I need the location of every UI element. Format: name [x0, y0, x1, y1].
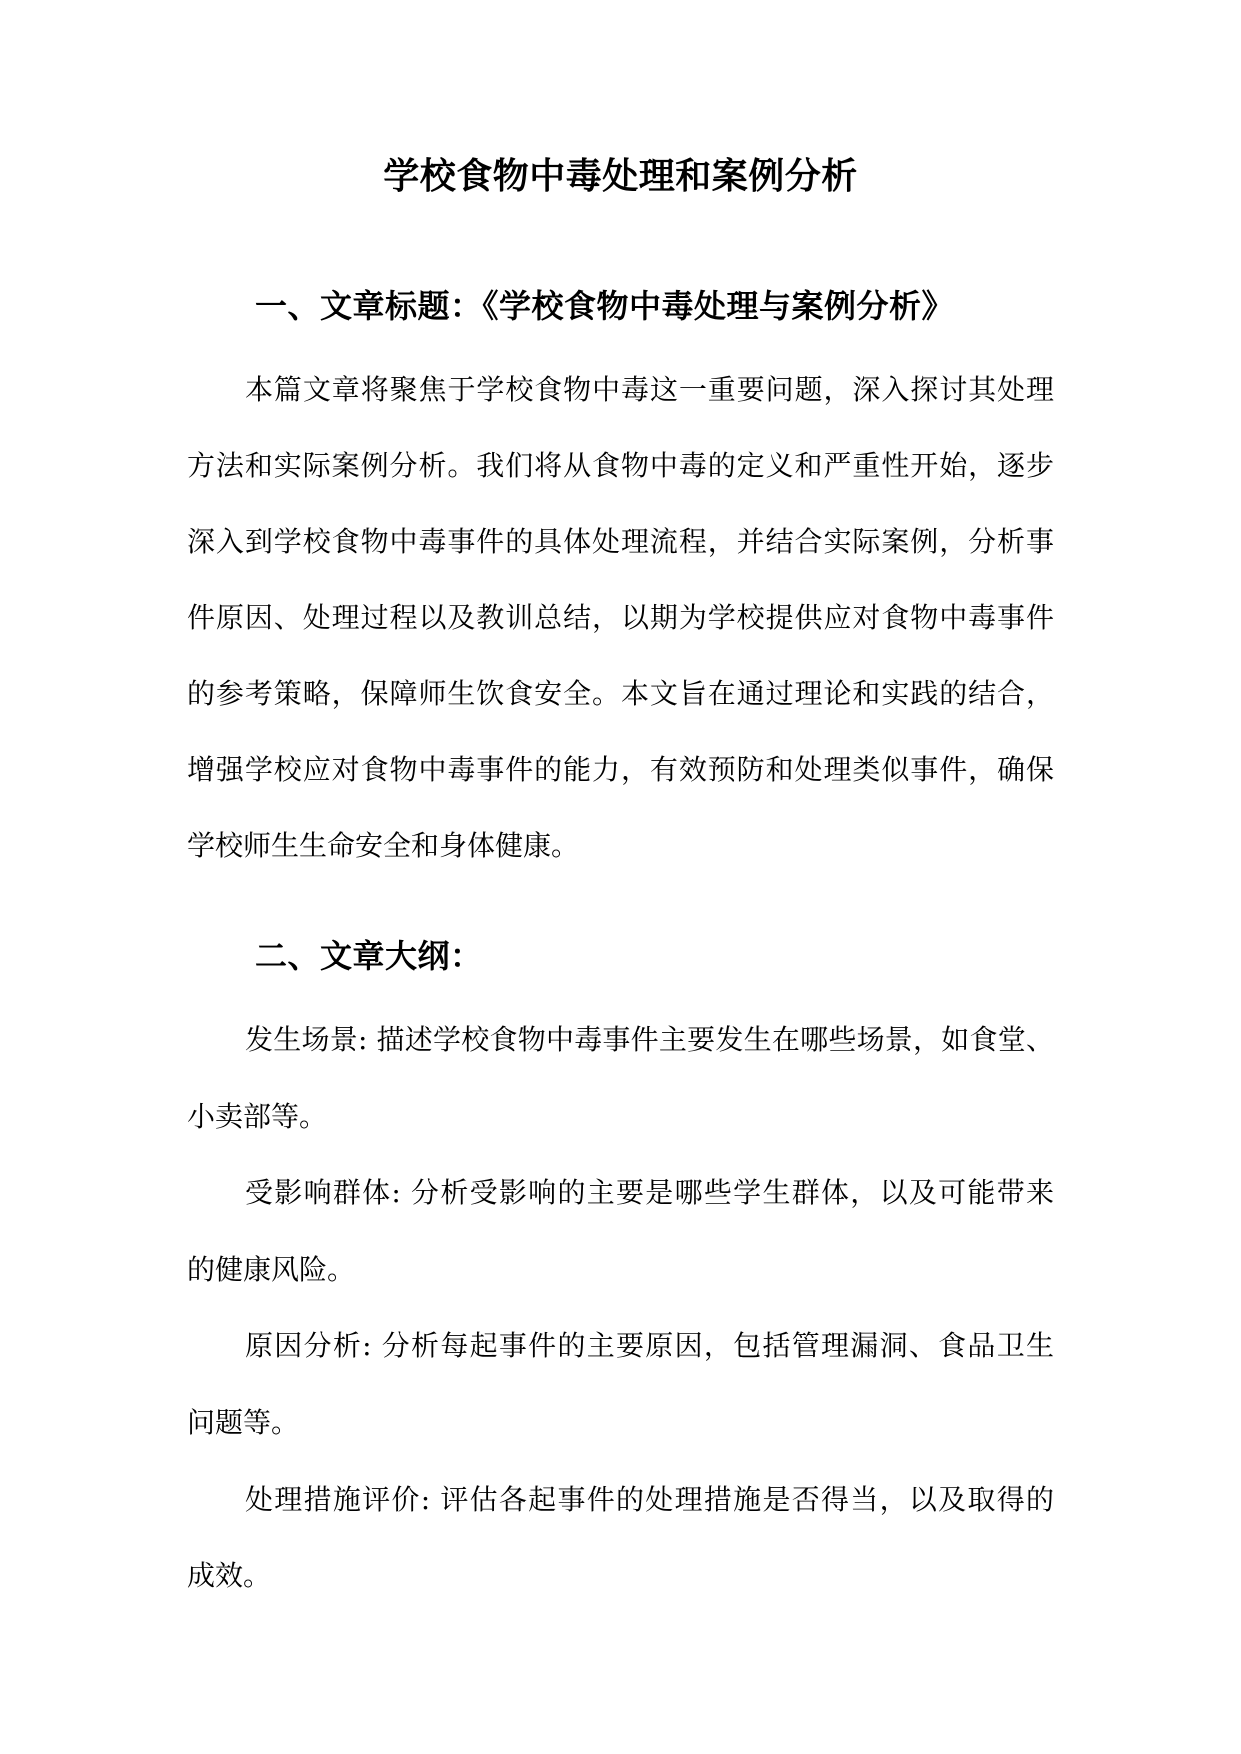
document-title: 学校食物中毒处理和案例分析: [383, 156, 858, 197]
paragraph-line: 的参考策略，保障师生饮食安全。本文旨在通过理论和实践的结合，: [187, 677, 1054, 710]
paragraph-line: 件原因、处理过程以及教训总结，以期为学校提供应对食物中毒事件: [187, 601, 1054, 634]
outline-item-cause-analysis: [187, 1308, 1054, 1461]
paragraph-line: 深入到学校食物中毒事件的具体处理流程，并结合实际案例，分析事: [187, 525, 1054, 558]
outline-item-scene: [187, 1002, 1054, 1155]
outline-line: 成效。: [187, 1559, 272, 1593]
body-paragraph: [187, 352, 1054, 884]
outline-line: 原因分析: 分析每起事件的主要原因，包括管理漏洞、食品卫生: [245, 1329, 1054, 1363]
paragraph-line: 增强学校应对食物中毒事件的能力，有效预防和处理类似事件，确保: [187, 753, 1054, 786]
outline-line: 的健康风险。: [187, 1252, 356, 1286]
section-heading: 二、文章大纲：: [255, 937, 483, 975]
outline-item-measure-evaluation: [187, 1462, 1054, 1615]
outline-list: [187, 1002, 1054, 1615]
outline-item-affected-groups: [187, 1155, 1054, 1308]
outline-line: 受影响群体: 分析受影响的主要是哪些学生群体，以及可能带来: [245, 1176, 1054, 1210]
outline-line: 处理措施评价: 评估各起事件的处理措施是否得当，以及取得的: [245, 1482, 1054, 1516]
paragraph-line: 学校师生生命安全和身体健康。: [187, 829, 580, 862]
section-heading: 一、文章标题：《学校食物中毒处理与案例分析》: [255, 287, 955, 325]
outline-line: 发生场景: 描述学校食物中毒事件主要发生在哪些场景，如食堂、: [245, 1023, 1054, 1056]
paragraph-line: 本篇文章将聚焦于学校食物中毒这一重要问题，深入探讨其处理: [245, 373, 1054, 406]
outline-line: 小卖部等。: [187, 1099, 328, 1133]
paragraph-line: 方法和实际案例分析。我们将从食物中毒的定义和严重性开始，逐步: [187, 449, 1054, 482]
outline-line: 问题等。: [187, 1405, 300, 1439]
